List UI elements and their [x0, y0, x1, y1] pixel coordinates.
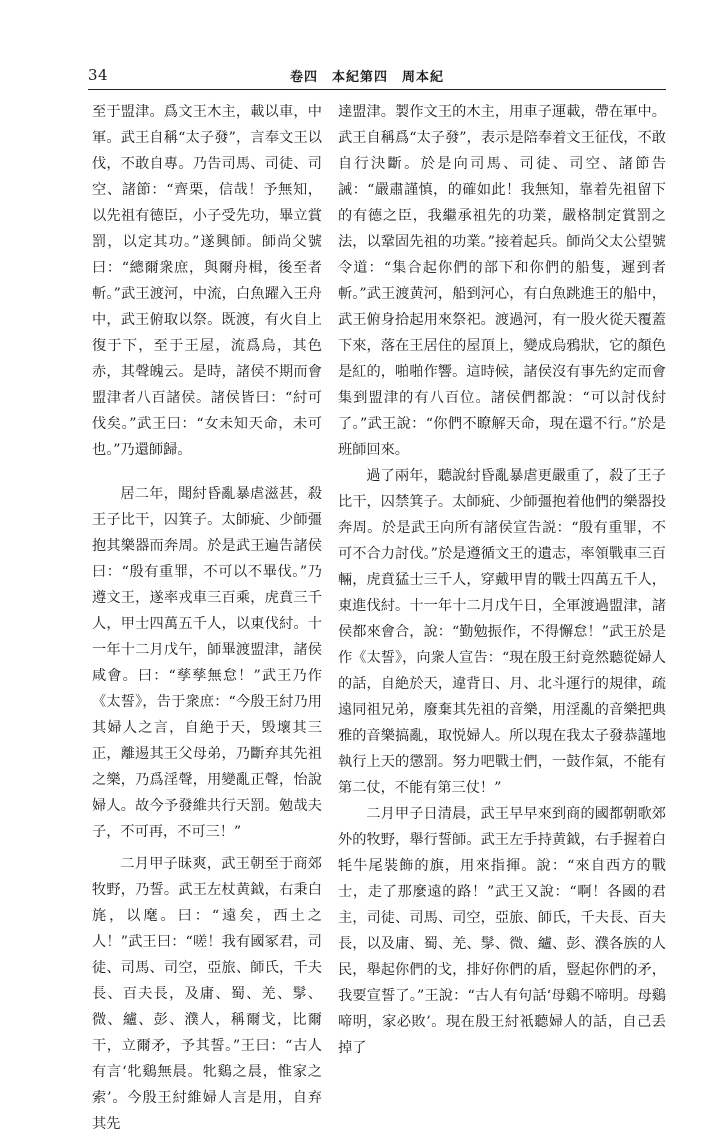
running-header: 卷四 本紀第四 周本紀 — [290, 70, 445, 85]
original-paragraph-2: 居二年，聞紂昏亂暴虐滋甚，殺王子比干，囚箕子。太師疵、少師彊抱其樂器而奔周。於是武王遍告諸侯曰：“殷有重罪，不可以不畢伐。”乃遵文王，遂率戎車三百乘，虎賁三千人，甲士四萬五千人，以東伐紂。十一年十二月戊午，師畢渡盟津，諸侯咸會。曰：“孳孳無怠！”武王乃作《太誓》，告于衆庶：“今殷王紂乃用其婦人之言，自絶于天，毁壞其三正，離逷其王父母弟，乃斷弃其先祖之樂，乃爲淫聲，用變亂正聲，怡說婦人。故今予發維共行天罰。勉哉夫子，不可再，不可三！” — [92, 486, 322, 840]
page-number: 34 — [88, 66, 109, 84]
original-paragraph-1: 至于盟津。爲文王木主，載以車，中軍。武王自稱“太子發”，言奉文王以伐，不敢自專。乃告司馬、司徒、司空、諸節：“齊栗，信哉！予無知，以先祖有德臣，小子受先功，畢立賞罰，以定其功。”遂興師。師尚父號曰：“總爾衆庶，與爾舟楫，後至者斬。”武王渡河，中流，白魚躍入王舟中，武王俯取以祭。既渡，有火自上復于下，至于王屋，流爲烏，其色赤，其聲魄云。是時，諸侯不期而會盟津者八百諸侯。諸侯皆曰：“紂可伐矣。”武王曰：“女未知天命，未可也。”乃還師歸。 — [92, 104, 322, 458]
original-text-column — [92, 99, 322, 1137]
header-rule — [88, 89, 666, 90]
original-paragraph-3: 二月甲子昧爽，武王朝至于商郊牧野，乃誓。武王左杖黄鉞，右秉白旄，以麾。曰：“遠矣，西土之人！”武王曰：“嗟！我有國冢君，司徒、司馬、司空，亞旅、師氏，千夫長、百夫長，及庸、蜀、羌、髳、微、纑、彭、濮人，稱爾戈，比爾干，立爾矛，予其誓。”王曰：“古人有言‘牝鷄無晨。牝鷄之晨，惟家之索’。今殷王紂維婦人言是用，自弃其先 — [92, 856, 322, 1132]
translation-paragraph-1: 達盟津。製作文王的木主，用車子運載，帶在軍中。武王自稱爲“太子發”，表示是陪奉着文王征伐，不敢自行決斷。於是向司馬、司徒、司空、諸節告誡：“嚴肅謹慎，的確如此！我無知，靠着先祖留下的有德之臣，我繼承祖先的功業，嚴格制定賞罰之法，以鞏固先祖的功業。”接着起兵。師尚父太公望號令道：“集合起你們的部下和你們的船隻，遲到者斬。”武王渡黄河，船到河心，有白魚跳進王的船中，武王俯身拾起用來祭祀。渡過河，有一股火從天覆蓋下來，落在王居住的屋頂上，變成烏鴉狀，它的顏色是紅的，啪啪作響。這時候，諸侯沒有事先約定而會集到盟津的有八百位。諸侯們都說：“可以討伐紂了。”武王說：“你們不瞭解天命，現在還不行。”於是班師回來。 — [338, 104, 666, 458]
translation-paragraph-3: 二月甲子日清晨，武王早早來到商的國都朝歌郊外的牧野，舉行誓師。武王左手持黄鉞，右手握着白牦牛尾裝飾的旗，用來指揮。說：“來自西方的戰士，走了那麼遠的路！”武王又說：“啊！各國的君主，司徒、司馬、司空，亞旅、師氏，千夫長、百夫長，以及庸、蜀、羌、髳、微、纑、彭、濮各族的人民，舉起你們的戈，排好你們的盾，豎起你們的矛，我要宣誓了。”王說：“古人有句話‘母鷄不啼明。母鷄啼明，家必敗’。現在殷王紂衹聽婦人的話，自己丢掉了 — [338, 806, 666, 1056]
translation-paragraph-2: 過了兩年，聽說紂昏亂暴虐更嚴重了，殺了王子比干，囚禁箕子。太師疵、少師彊抱着他們的樂器投奔周。於是武王向所有諸侯宣告説：“殷有重罪，不可不合力討伐。”於是遵循文王的遺志，率領戰車三百輛，虎賁猛士三千人，穿戴甲胄的戰士四萬五千人，東進伐紂。十一年十二月戊午日，全軍渡過盟津，諸侯都來會合，說：“勤勉振作，不得懈怠！”武王於是作《太誓》，向衆人宣告：“現在殷王紂竟然聽從婦人的話，自絶於天，違背日、月、北斗運行的規律，疏遠同祖兄弟，廢棄其先祖的音樂，用淫亂的音樂把典雅的音樂搞亂，取悦婦人。所以現在我太子發恭謹地執行上天的懲罰。努力吧戰士們，一鼓作氣，不能有第二仗，不能有第三仗！” — [338, 468, 666, 796]
translation-text-column — [338, 99, 666, 1061]
